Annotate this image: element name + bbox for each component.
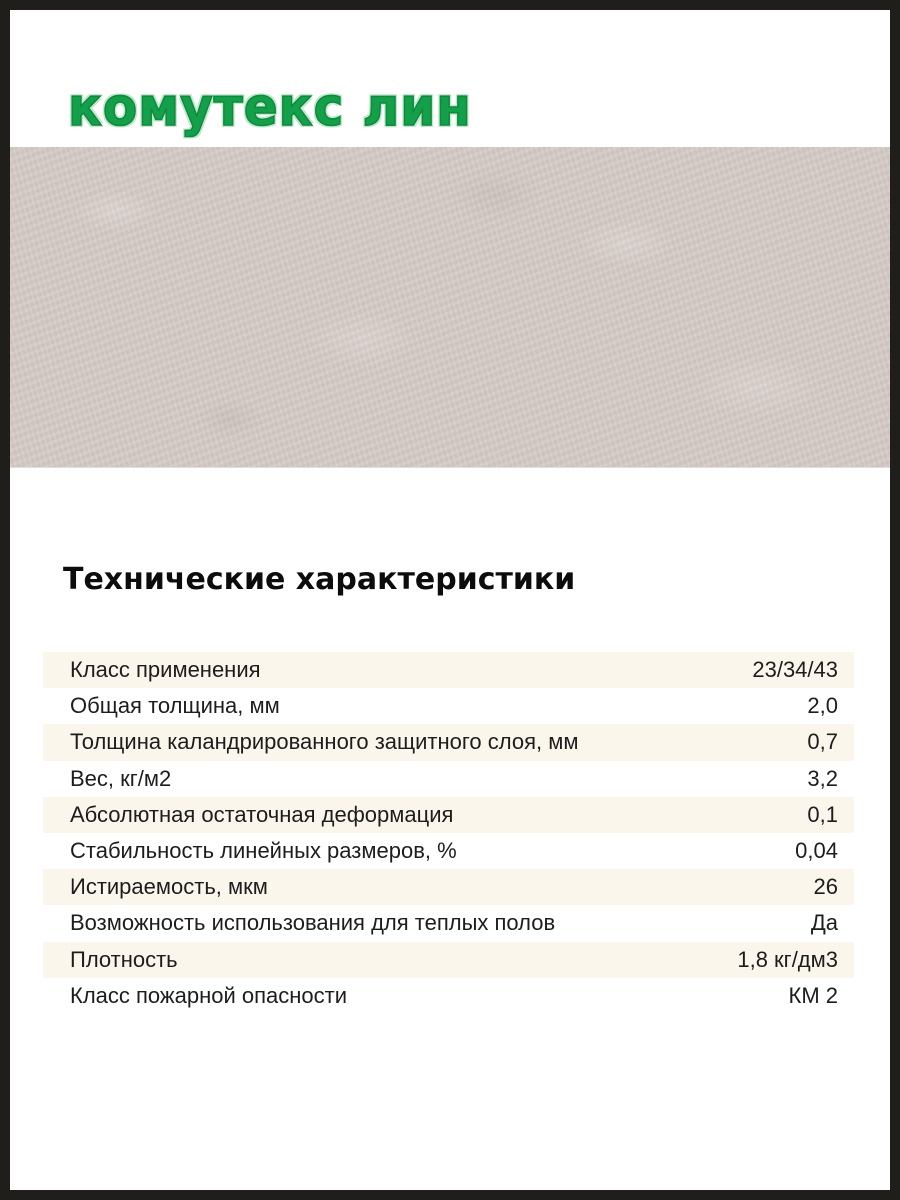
spec-label: Общая толщина, мм bbox=[70, 693, 280, 719]
brand-logo-text: комутекс лин bbox=[68, 76, 472, 138]
spec-row-abrasion bbox=[43, 869, 854, 905]
spec-row-wear-layer-thickness bbox=[43, 724, 854, 760]
spec-value: 0,04 bbox=[795, 838, 838, 864]
spec-row-residual-deformation bbox=[43, 797, 854, 833]
spec-label: Стабильность линейных размеров, % bbox=[70, 838, 457, 864]
spec-label: Класс пожарной опасности bbox=[70, 982, 348, 1008]
spec-label: Толщина каландрированного защитного слоя, мм bbox=[70, 729, 579, 755]
spec-label: Истираемость, мкм bbox=[70, 874, 268, 900]
spec-value: 2,0 bbox=[807, 693, 838, 719]
spec-value: Да bbox=[810, 910, 838, 936]
spec-label: Абсолютная остаточная деформация bbox=[70, 801, 454, 827]
spec-label: Плотность bbox=[70, 946, 178, 972]
spec-value: 26 bbox=[813, 874, 838, 900]
spec-row-total-thickness bbox=[43, 688, 854, 724]
spec-row-weight bbox=[43, 761, 854, 797]
spec-row-density bbox=[43, 942, 854, 978]
spec-value: КМ 2 bbox=[788, 982, 838, 1008]
spec-value: 0,1 bbox=[807, 801, 838, 827]
spec-row-dimensional-stability bbox=[43, 833, 854, 869]
spec-label: Класс применения bbox=[70, 657, 261, 683]
product-texture-image bbox=[10, 147, 890, 468]
spec-row-application-class bbox=[43, 652, 854, 688]
specs-title: Технические характеристики bbox=[63, 562, 576, 597]
spec-value: 23/34/43 bbox=[752, 657, 838, 683]
product-card bbox=[10, 10, 890, 1190]
spec-value: 0,7 bbox=[807, 729, 838, 755]
brand-logo bbox=[68, 72, 472, 142]
specs-table bbox=[43, 652, 854, 1014]
spec-row-underfloor-heating bbox=[43, 905, 854, 941]
spec-label: Возможность использования для теплых полов bbox=[70, 910, 556, 936]
spec-label: Вес, кг/м2 bbox=[70, 765, 172, 791]
spec-value: 3,2 bbox=[807, 765, 838, 791]
spec-row-fire-class bbox=[43, 978, 854, 1014]
spec-value: 1,8 кг/дм3 bbox=[737, 946, 838, 972]
